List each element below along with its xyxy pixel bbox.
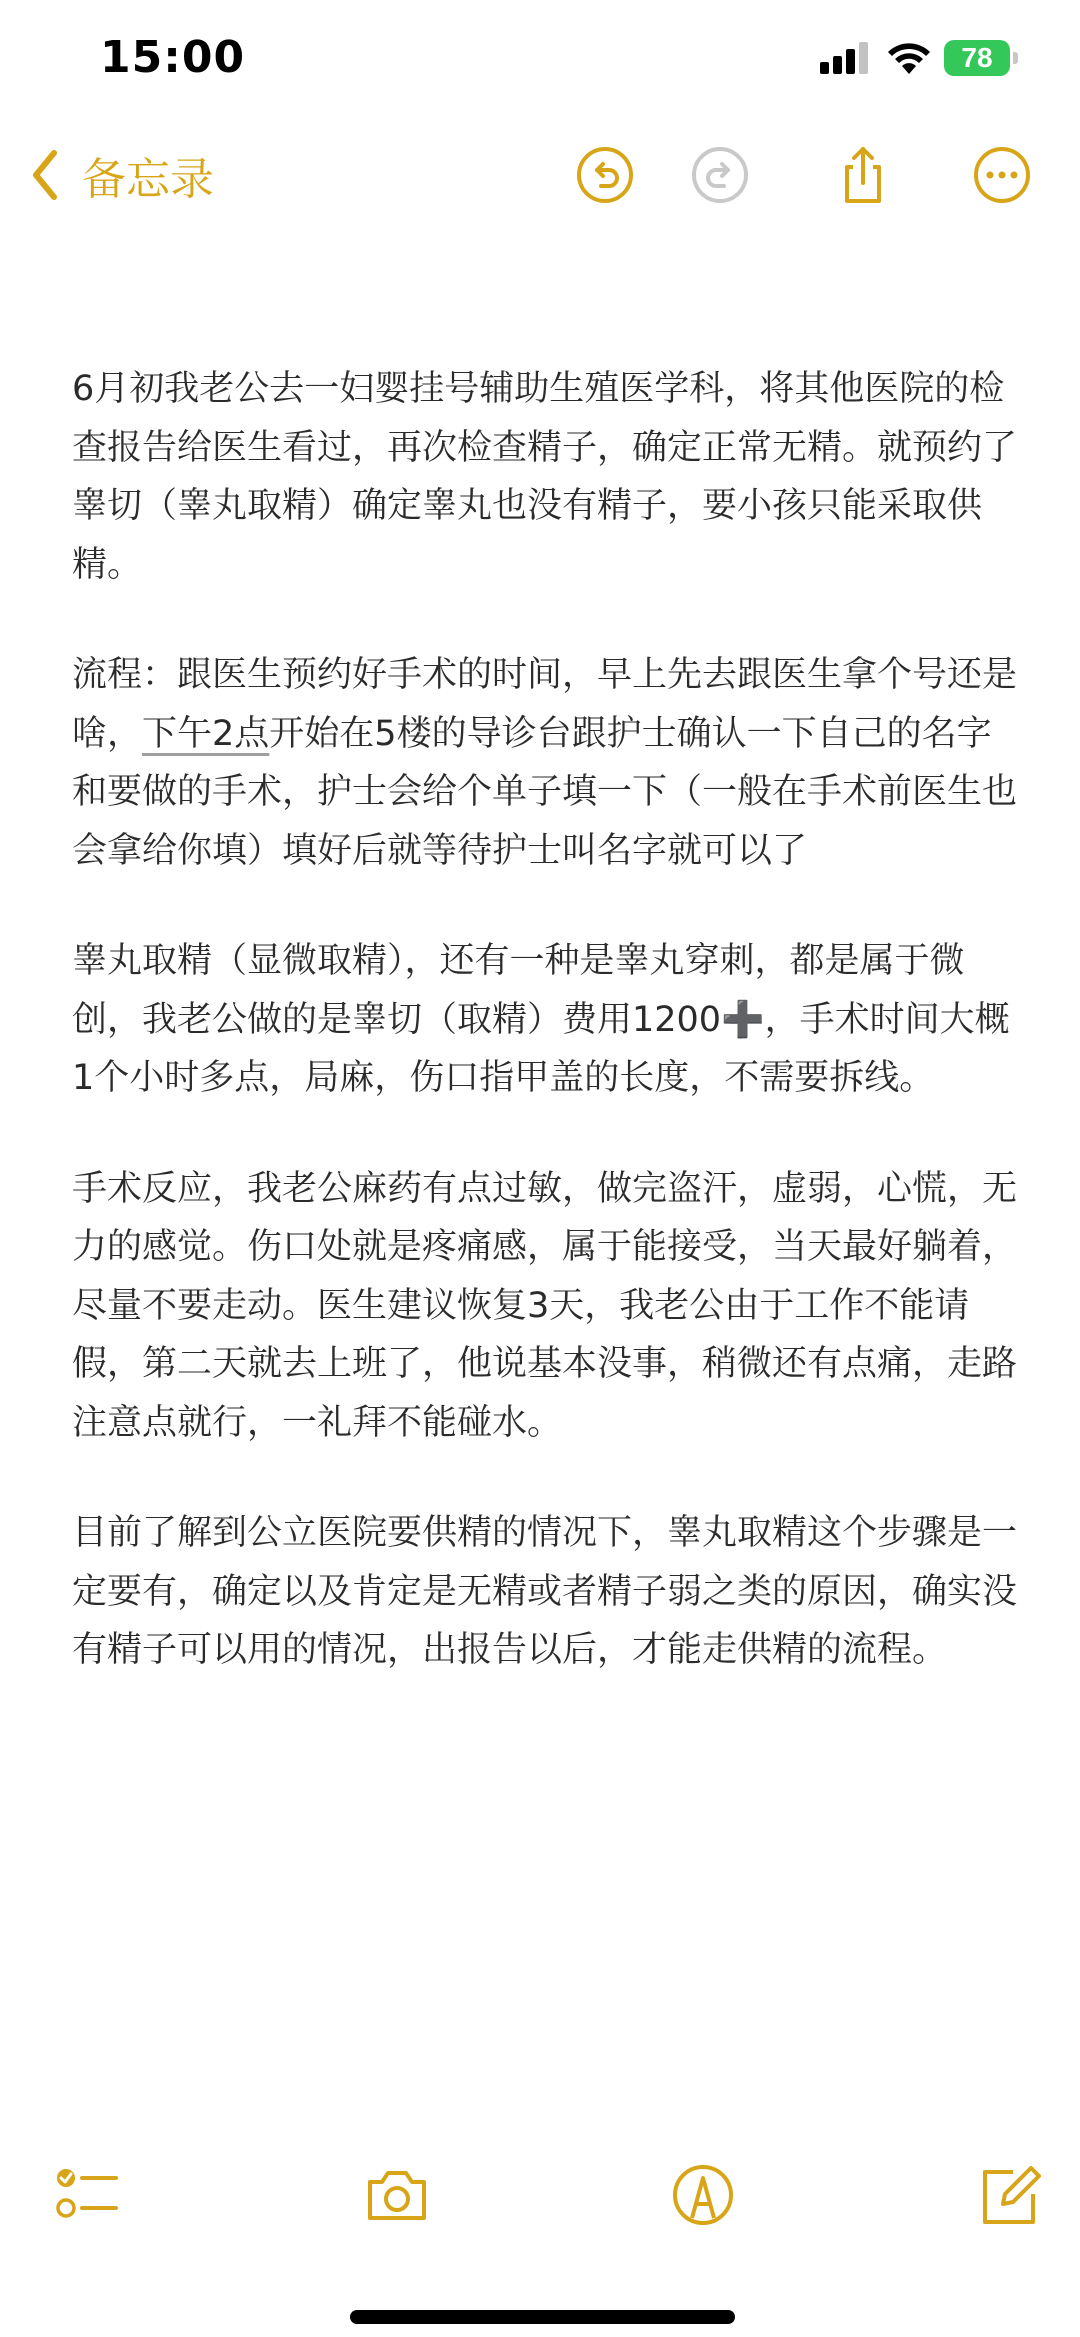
- note-paragraph: 睾丸取精（显微取精），还有一种是睾丸穿刺，都是属于微创，我老公做的是睾切（取精）费用1200➕，手术时间大概1个小时多点，局麻，伤口指甲盖的长度，不需要拆线。: [72, 941, 1010, 1098]
- signal-icon: [820, 42, 872, 76]
- status-bar: [0, 0, 1080, 120]
- note-body[interactable]: [72, 360, 1022, 1732]
- more-button[interactable]: [972, 145, 1032, 205]
- undo-button[interactable]: [575, 145, 635, 205]
- home-indicator: [350, 2310, 735, 2324]
- undo-icon: [575, 145, 635, 205]
- battery-cap: [1013, 52, 1018, 64]
- compose-icon: [975, 2160, 1045, 2230]
- battery-percentage: 78: [961, 42, 993, 73]
- note-paragraph: 目前了解到公立医院要供精的情况下，睾丸取精这个步骤是一定要有，确定以及肯定是无精或者精子弱之类的原因，确实没有精子可以用的情况，出报告以后，才能走供精的流程。: [72, 1513, 1018, 1670]
- chevron-left-icon: [30, 149, 60, 201]
- markup-button[interactable]: [668, 2160, 738, 2230]
- redo-icon: [690, 145, 750, 205]
- compose-button[interactable]: [975, 2160, 1045, 2230]
- battery-icon: [944, 40, 1018, 76]
- bottom-toolbar: [0, 2160, 1080, 2250]
- note-paragraph: 手术反应，我老公麻药有点过敏，做完盗汗，虚弱，心慌，无力的感觉。伤口处就是疼痛感，属于能接受，当天最好躺着，尽量不要走动。医生建议恢复3天，我老公由于工作不能请假，第二天就去上班了，他说基本没事，稍微还有点痛，走路注意点就行，一礼拜不能碰水。: [72, 1168, 1018, 1443]
- note-paragraph: 6月初我老公去一妇婴挂号辅助生殖医学科，将其他医院的检查报告给医生看过，再次检查精子，确定正常无精。就预约了睾切（睾丸取精）确定睾丸也没有精子，要小孩只能采取供精。: [72, 369, 1018, 585]
- more-icon: [972, 145, 1032, 205]
- back-label: 备忘录: [82, 154, 214, 205]
- checklist-icon: [52, 2160, 122, 2230]
- note-paragraph: [72, 646, 1022, 880]
- markup-pen-icon: [668, 2160, 738, 2230]
- share-icon: [833, 145, 893, 205]
- back-button[interactable]: [30, 142, 214, 208]
- underlined-time: 下午2点: [142, 713, 270, 754]
- battery-level: [944, 40, 1010, 76]
- camera-button[interactable]: [362, 2160, 432, 2230]
- note-text-segment: 流程：跟医生预约好手术的时间，早上先去跟医生拿个号还是啥，: [72, 655, 1018, 754]
- checklist-button[interactable]: [52, 2160, 122, 2230]
- wifi-icon: [886, 40, 932, 76]
- nav-bar: [0, 130, 1080, 220]
- status-time: 15:00: [100, 32, 246, 83]
- note-text-segment: 开始在5楼的导诊台跟护士确认一下自己的名字和要做的手术，护士会给个单子填一下（一般在手术前医生也会拿给你填）填好后就等待护士叫名字就可以了: [72, 713, 1018, 871]
- share-button[interactable]: [833, 145, 893, 205]
- redo-button[interactable]: [690, 145, 750, 205]
- camera-icon: [362, 2160, 432, 2230]
